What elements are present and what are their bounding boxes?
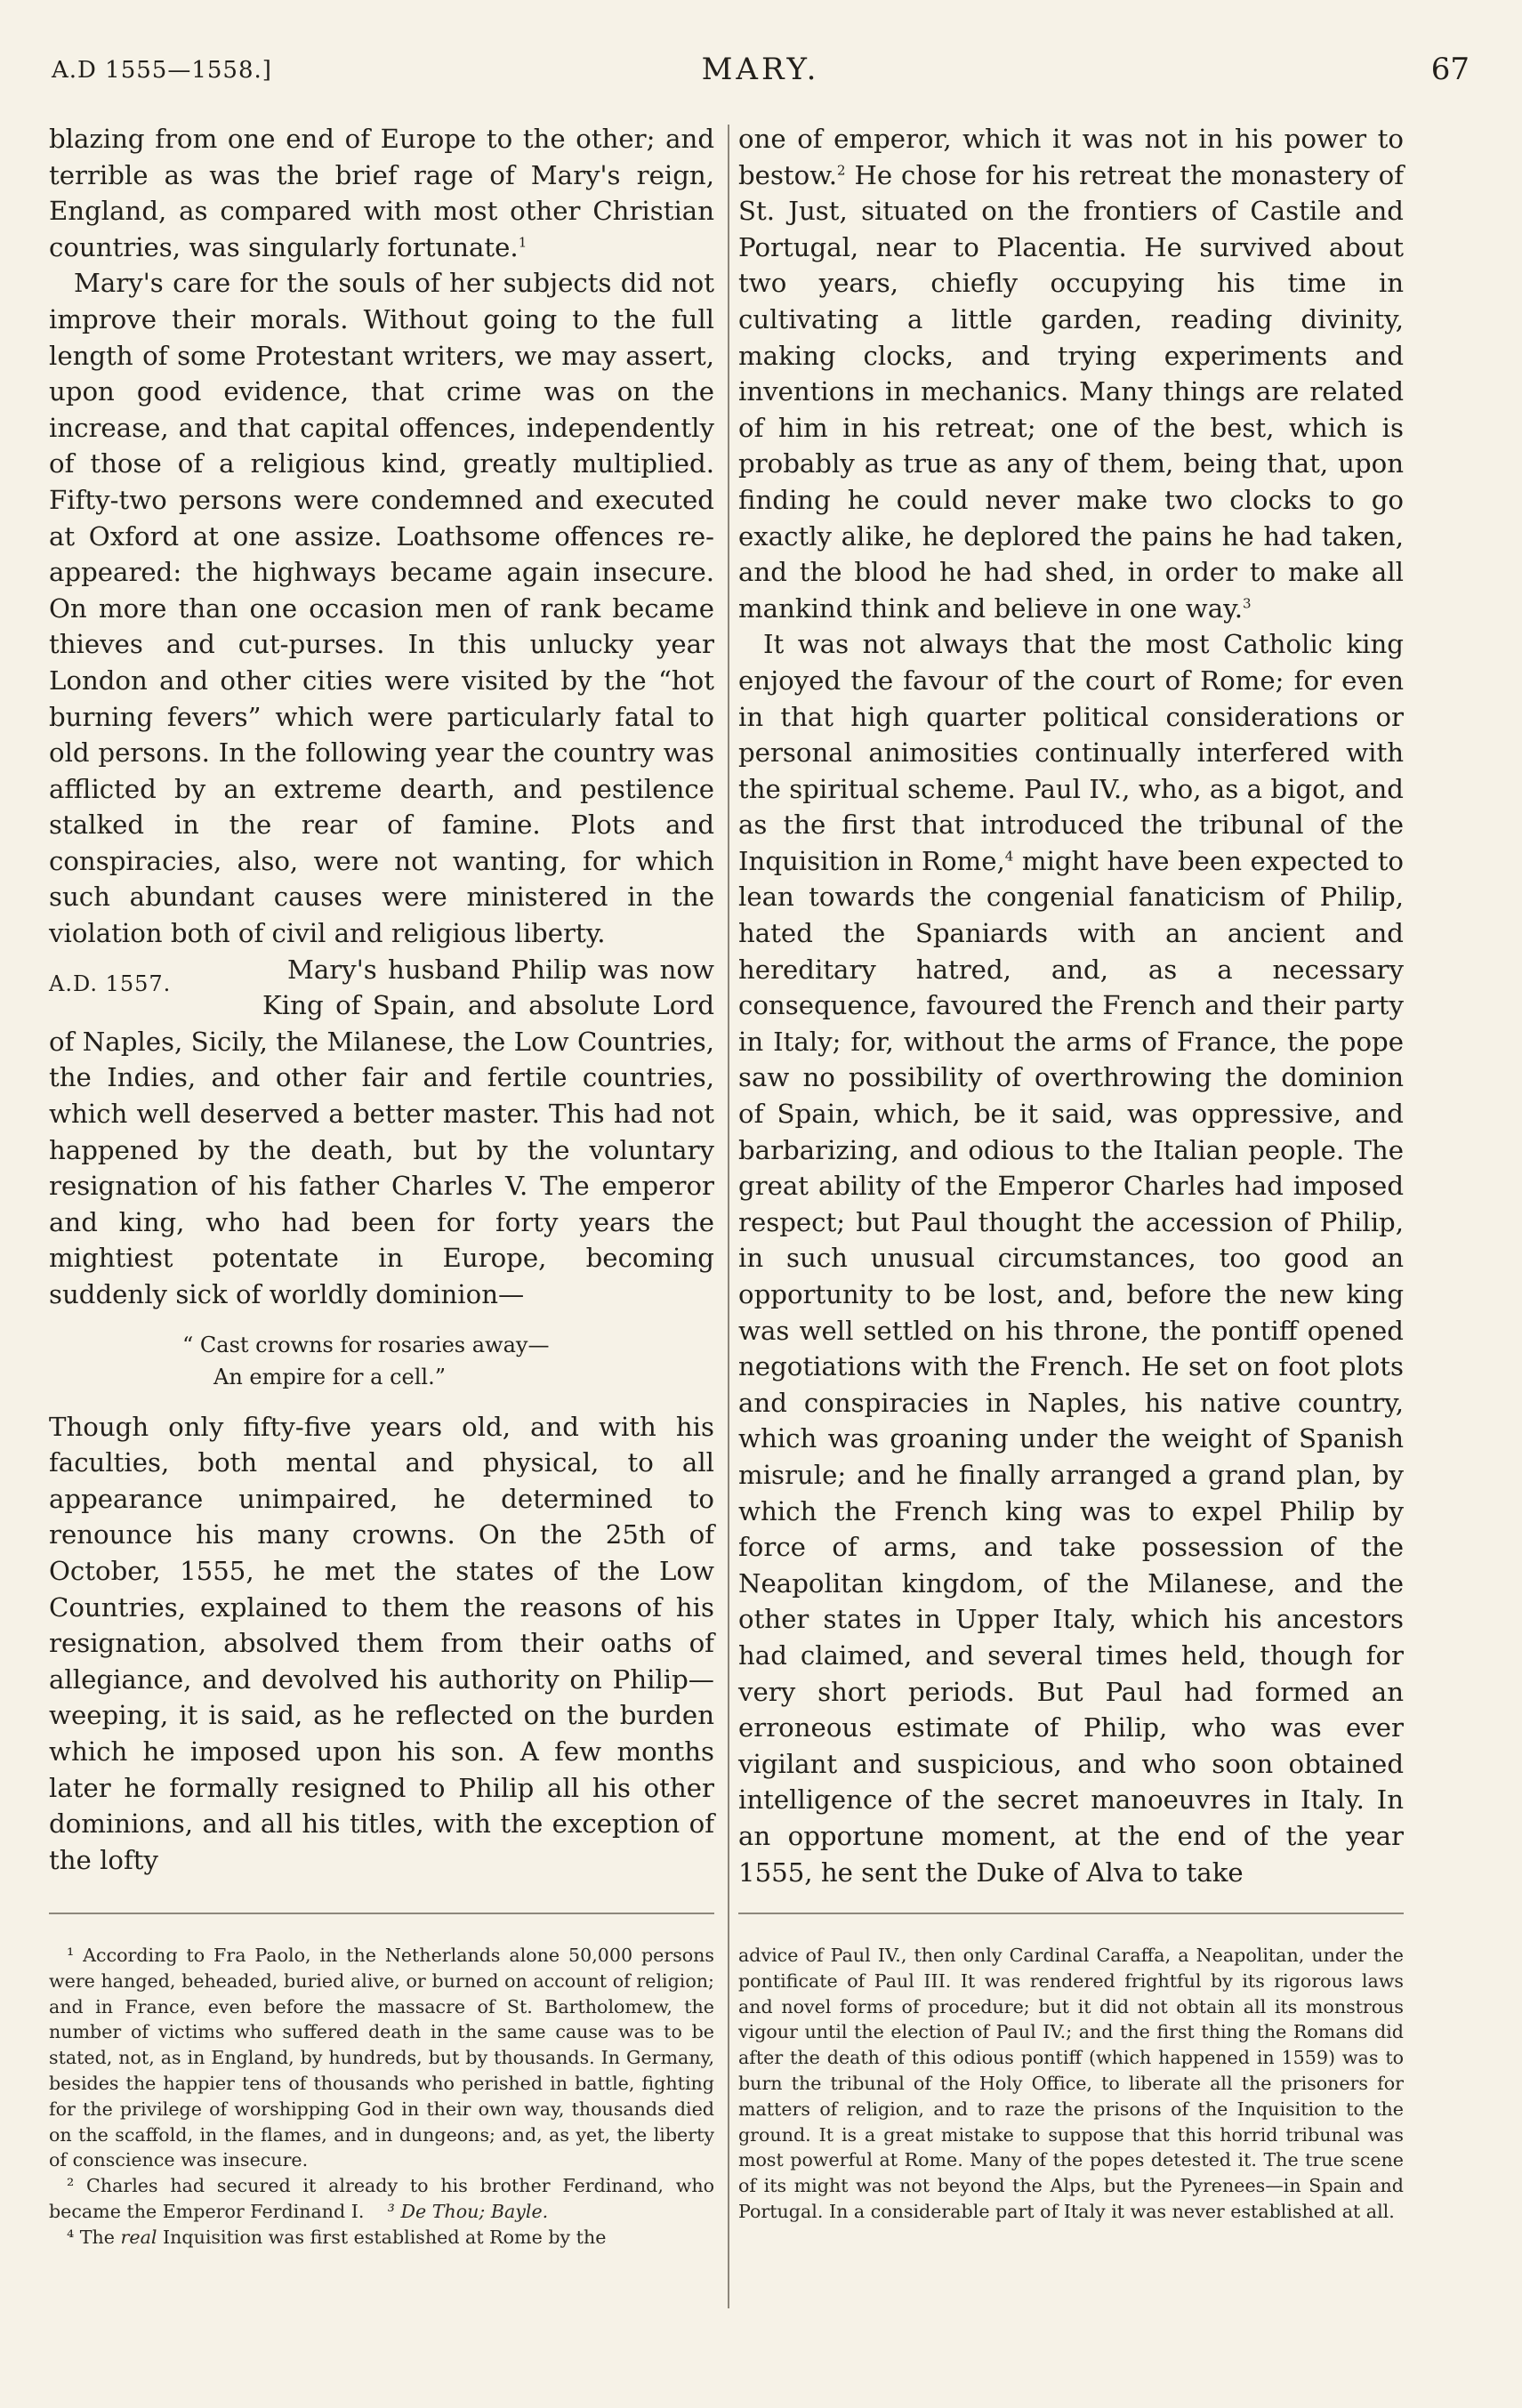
footnotes-left [49,1943,714,2251]
footnote-rule [49,1913,714,1914]
footnote-4: ⁴ The real Inquisition was first established at Rome by the [67,2226,607,2248]
paragraph: one of emperor, which it was not in his power to bestow.$^2$ He chose for his retreat the monastery of St. Just, situated on the frontiers of Castile and Portugal, near to Placentia. He survived about two years, chiefly occupying his time in cultivating a little garden, reading divinity, making clocks, and trying experiments and inventions in mechanics. Many things are related of him in his retreat; one of the best, which is probably as true as any of them, being that, upon finding he could never make two clocks to go exactly alike, he deplored the pains he had taken, and the blood he had shed, in order to make all mankind think and believe in one way.$^3$ [738,124,1404,624]
header-date-range: A.D 1555—1558.] [52,57,272,84]
paragraph: It was not always that the most Catholic king enjoyed the favour of the court of Rome; for even in that high quarter political considerations or personal animosities continually interfered with the spiritual scheme. Paul IV., who, as a bigot, and as the first that introduced the tribunal of the Inquisition in Rome,$^4$ might have been expected to lean towards the congenial fanaticism of Philip, hated the Spaniards with an ancient and hereditary hatred, and, as a necessary consequence, favoured the French and their party in Italy; for, without the arms of France, the pope saw no possibility of overthrowing the dominion of Spain, which, be it said, was oppressive, and barbarizing, and odious to the Italian people. The great ability of the Emperor Charles had imposed respect; but Paul thought the accession of Philip, in such unusual circumstances, too good an opportunity to be lost, and, before the new king was well settled on his throne, the pontiff opened negotiations with the French. He set on foot plots and conspiracies in Naples, his native country, which was groaning under the weight of Spanish misrule; and he finally arranged a grand plan, by which the French king was to expel Philip by force of arms, and take possession of the Neapolitan kingdom, of the Milanese, and the other states in Upper Italy, which his ancestors had claimed, and several times held, though for very short periods. But Paul had formed an erroneous estimate of Philip, who was ever vigilant and suspicious, and who soon obtained intelligence of the secret manoeuvres in Italy. In an opportune moment, at the end of the year 1555, he sent the Duke of Alva to take [738,629,1404,1888]
paragraph: Mary's care for the souls of her subjects did not improve their morals. Without going to the full length of some Protestant writers, we may assert, upon good evidence, that crime was on the increase, and that capital offences, independently of those of a religious kind, greatly multiplied. Fifty-two persons were condemned and executed at Oxford at one assize. Loathsome offences re-appeared: the highways became again insecure. On more than one occasion men of rank became thieves and cut-purses. In this unlucky year London and other cities were visited by the “hot burning fevers” which were particularly fatal to old persons. In the following year the country was afflicted by an extreme dearth, and pestilence stalked in the rear of famine. Plots and conspiracies, also, were not wanting, for which such abundant causes were ministered in the violation both of civil and religious liberty. [49,268,714,949]
footnote-2-3: ² Charles had secured it already to his brother Ferdinand, who became the Emperor Ferdinand I. ³ De Thou; Bayle. [49,2175,714,2222]
footnote-continuation: advice of Paul IV., then only Cardinal Caraffa, a Neapolitan, under the pontificate of Paul III. It was rendered frightful by its rigorous laws and novel forms of procedure; but it did not obtain all its monstrous vigour until the election of Paul IV.; and the first thing the Romans did after the death of this odious pontiff (which happened in 1559) was to burn the tribunal of the Holy Office, to liberate all the prisoners for matters of religion, and to raze the prisons of the Inquisition to the ground. It is a great mistake to suppose that this horrid tribunal was most powerful at Rome. Many of the popes detested it. The true scene of its might was not beyond the Alps, but the Pyrenees—in Spain and Portugal. In a considerable part of Italy it was never established at all. [738,1945,1404,2222]
left-column [49,121,714,1878]
paragraph: Mary's husband Philip was now King of Spain, and absolute Lord of Naples, Sicily, the Milanese, the Low Countries, the Indies, and other fair and fertile countries, which well deserved a better master. This had not happened by the death, but by the voluntary resignation of his father Charles V. The emperor and king, who had been for forty years the mightiest potentate in Europe, becoming suddenly sick of worldly dominion— [49,954,714,1309]
marginal-date: A.D. 1557. [49,970,172,996]
header-title: MARY. [701,52,820,87]
footnote-1: ¹ According to Fra Paolo, in the Netherlands alone 50,000 persons were hanged, beheaded, buried alive, or burned on account of religion; and in France, even before the massacre of St. Bartholomew, the number of victims who suffered death in the same cause was to be stated, not, as in England, by hundreds, but by thousands. In Germany, besides the happier tens of thousands who perished in battle, fighting for the privilege of worshipping God in their own way, thousands died on the scaffold, in the flames, and in dungeons; and, as yet, the liberty of conscience was insecure. [49,1945,714,2171]
column-divider [728,125,729,2308]
verse-quotation: “ Cast crowns for rosaries away— An empire for a cell.” [182,1332,550,1389]
footnote-rule [738,1913,1404,1914]
paragraph: Though only fifty-five years old, and with his faculties, both mental and physical, to all appearance unimpaired, he determined to renounce his many crowns. On the 25th of October, 1555, he met the states of the Low Countries, explained to them the reasons of his resignation, absolved them from their oaths of allegiance, and devolved his authority on Philip—weeping, it is said, as he reflected on the burden which he imposed upon his son. A few months later he formally resigned to Philip all his other dominions, and all his titles, with the exception of the lofty [49,1411,714,1875]
page-number: 67 [1430,52,1470,87]
running-header [52,52,1470,94]
paragraph: blazing from one end of Europe to the other; and terrible as was the brief rage of Mary's reign, England, as compared with most other Christian countries, was singularly fortunate.$^1$ [49,124,714,262]
footnotes-right [738,1943,1404,2225]
right-column [738,121,1404,1890]
